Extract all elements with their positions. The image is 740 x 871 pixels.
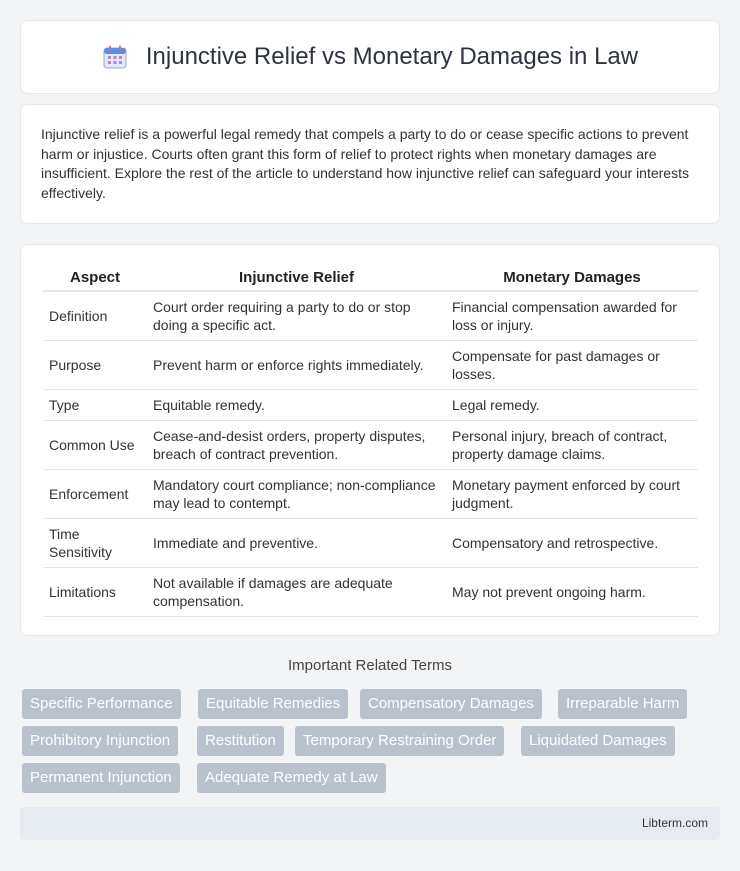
calendar-icon [102, 44, 128, 70]
row-monetary-damages: May not prevent ongoing harm. [446, 567, 698, 616]
row-monetary-damages: Compensatory and retrospective. [446, 518, 698, 567]
table-row [43, 291, 698, 340]
footer-site-link[interactable]: Libterm.com [641, 816, 708, 830]
row-monetary-damages: Financial compensation awarded for loss or injury. [446, 291, 698, 340]
row-aspect: Limitations [43, 567, 147, 616]
table-row [43, 340, 698, 389]
related-terms-title: Important Related Terms [288, 657, 452, 674]
row-aspect: Purpose [43, 340, 147, 389]
row-injunctive-relief: Mandatory court compliance; non-compliance may lead to contempt. [147, 469, 446, 518]
column-header-injunctive-relief: Injunctive Relief [147, 265, 446, 291]
intro-card [20, 104, 720, 224]
footer [20, 807, 720, 840]
table-row [43, 389, 698, 420]
comparison-table-card [20, 244, 720, 636]
column-header-aspect: Aspect [43, 265, 147, 291]
related-term-tag[interactable]: Liquidated Damages [521, 726, 675, 756]
table-row [43, 567, 698, 616]
table-row [43, 420, 698, 469]
row-injunctive-relief: Court order requiring a party to do or stop doing a specific act. [147, 291, 446, 340]
row-monetary-damages: Compensate for past damages or losses. [446, 340, 698, 389]
related-term-tag[interactable]: Adequate Remedy at Law [197, 763, 386, 793]
row-aspect: Common Use [43, 420, 147, 469]
table-row [43, 469, 698, 518]
row-monetary-damages: Personal injury, breach of contract, property damage claims. [446, 420, 698, 469]
related-term-tag[interactable]: Irreparable Harm [558, 689, 687, 719]
row-injunctive-relief: Immediate and preventive. [147, 518, 446, 567]
row-monetary-damages: Monetary payment enforced by court judgment. [446, 469, 698, 518]
related-term-tag[interactable]: Compensatory Damages [360, 689, 542, 719]
related-term-tag[interactable]: Temporary Restraining Order [295, 726, 504, 756]
row-injunctive-relief: Cease-and-desist orders, property disputes, breach of contract prevention. [147, 420, 446, 469]
row-aspect: Type [43, 389, 147, 420]
related-term-tag[interactable]: Permanent Injunction [22, 763, 180, 793]
row-aspect: Enforcement [43, 469, 147, 518]
row-injunctive-relief: Equitable remedy. [147, 389, 446, 420]
row-injunctive-relief: Not available if damages are adequate compensation. [147, 567, 446, 616]
column-header-monetary-damages: Monetary Damages [446, 265, 698, 291]
page-title: Injunctive Relief vs Monetary Damages in Law [145, 43, 639, 70]
comparison-table [43, 265, 698, 617]
header-card [20, 20, 720, 94]
row-monetary-damages: Legal remedy. [446, 389, 698, 420]
related-term-tag[interactable]: Restitution [197, 726, 284, 756]
row-aspect: Definition [43, 291, 147, 340]
intro-text: Injunctive relief is a powerful legal remedy that compels a party to do or cease specific actions to prevent harm or injustice. Courts often grant this form of relief to protect rights when monetary damages are insufficient. Explore the rest of the article to understand how injunctive relief can safeguard your interests effectively. [41, 126, 689, 201]
row-injunctive-relief: Prevent harm or enforce rights immediately. [147, 340, 446, 389]
table-row [43, 518, 698, 567]
related-term-tag[interactable]: Prohibitory Injunction [22, 726, 178, 756]
related-term-tag[interactable]: Equitable Remedies [198, 689, 348, 719]
table-header-row [43, 265, 698, 291]
row-aspect: Time Sensitivity [43, 518, 147, 567]
related-term-tag[interactable]: Specific Performance [22, 689, 181, 719]
